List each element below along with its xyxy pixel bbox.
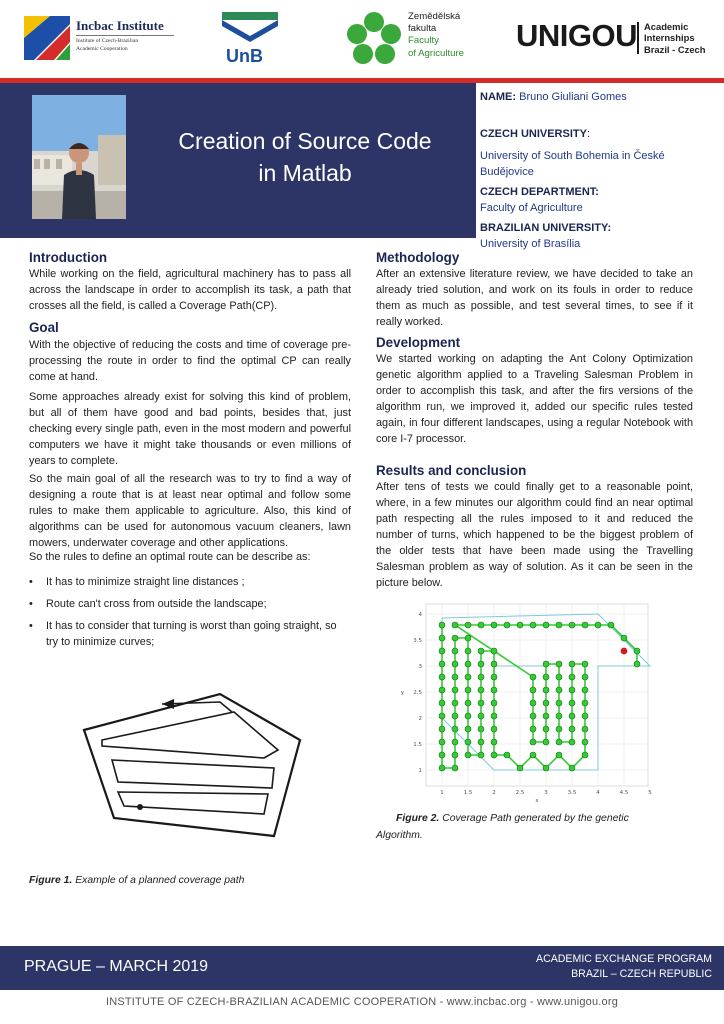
path-waypoint [543, 674, 549, 680]
path-waypoint [543, 700, 549, 706]
path-waypoint [543, 687, 549, 693]
path-waypoint [491, 622, 497, 628]
goal-paragraph-3: So the main goal of all the research was to try to find a way of designing a route that is at least near optimal and follow some rules to make them applicable to agriculture. Also, this kind of algorithms can be used for autonomous vacuum cleaners, lawn mowers, underwater coverage and other applications. [29, 473, 351, 549]
path-waypoint [465, 674, 471, 680]
path-waypoint [634, 648, 640, 654]
x-tick-label: 5 [648, 790, 652, 796]
czech-university-colon: : [586, 128, 591, 140]
faculty-text [408, 11, 464, 60]
path-waypoint [504, 622, 510, 628]
path-waypoint [452, 687, 458, 693]
path-waypoint [465, 648, 471, 654]
figure-2-caption-line-1 [376, 810, 694, 827]
brazilian-university-field [480, 220, 611, 252]
czech-university-label-row [480, 126, 590, 142]
path-waypoint [543, 661, 549, 667]
path-waypoint [530, 687, 536, 693]
path-waypoint [491, 674, 497, 680]
y-tick-label: 2.5 [413, 690, 422, 696]
path-waypoint [491, 687, 497, 693]
path-waypoint [504, 752, 510, 758]
path-waypoint [439, 726, 445, 732]
faculty-agriculture-logo [345, 8, 475, 68]
path-waypoint [465, 635, 471, 641]
brazilian-university-value: University of Brasília [480, 238, 581, 250]
path-waypoint [530, 622, 536, 628]
path-waypoint [621, 635, 627, 641]
flower-icon [345, 10, 403, 66]
poster-title-line-2: in Matlab [258, 160, 352, 186]
path-waypoint [465, 726, 471, 732]
y-tick-label: 3 [418, 664, 422, 670]
path-waypoint [452, 726, 458, 732]
path-waypoint [478, 661, 484, 667]
poster-title [150, 125, 460, 189]
path-waypoint [439, 739, 445, 745]
path-waypoint [478, 648, 484, 654]
path-waypoint [439, 765, 445, 771]
path-waypoint [452, 635, 458, 641]
path-waypoint [478, 726, 484, 732]
development-heading: Development [376, 335, 461, 350]
path-waypoint [465, 700, 471, 706]
path-waypoint [439, 648, 445, 654]
czech-university-value-line-1: University of South Bohemia in České [480, 150, 665, 162]
figure-2-caption [376, 810, 694, 844]
path-waypoint [556, 726, 562, 732]
path-waypoint [478, 687, 484, 693]
footer-program-line-1: ACADEMIC EXCHANGE PROGRAM [536, 953, 712, 965]
unb-emblem-icon [218, 12, 284, 46]
path-waypoint [491, 700, 497, 706]
path-waypoint [582, 700, 588, 706]
logo-strip [0, 0, 724, 78]
path-waypoint [543, 739, 549, 745]
path-waypoint [439, 635, 445, 641]
path-waypoint [569, 661, 575, 667]
y-tick-label: 1 [418, 768, 422, 774]
path-waypoint [556, 752, 562, 758]
path-waypoint [439, 674, 445, 680]
x-tick-label: 3 [544, 790, 548, 796]
path-waypoint [478, 700, 484, 706]
figure-2-coverage-path-plot [390, 598, 662, 804]
poster-title-line-1: Creation of Source Code [178, 128, 432, 154]
path-waypoint [439, 622, 445, 628]
x-tick-label: 4.5 [619, 790, 629, 796]
path-waypoint [634, 661, 640, 667]
path-waypoint [530, 713, 536, 719]
y-tick-label: 2 [418, 716, 422, 722]
y-tick-label: 3.5 [413, 638, 422, 644]
faculty-en-line-2: of Agriculture [408, 47, 464, 59]
path-waypoint [491, 752, 497, 758]
figure-2-caption-label: Figure 2. [396, 813, 440, 824]
development-text: We started working on adapting the Ant Colony Optimization genetic algorithm applied to a Traveling Salesman Problem in order to accomplish this task, and after the firs versions of the algorithm run, we improved it, added our specific rules tested again, in four different landscapes, using a regular Notebook with core I-7 processor. [376, 353, 693, 445]
x-tick-label: 1 [440, 790, 444, 796]
figure-2-caption-text-1: Coverage Path generated by the genetic [439, 813, 629, 824]
path-waypoint [439, 687, 445, 693]
path-waypoint [517, 765, 523, 771]
path-waypoint [465, 622, 471, 628]
path-waypoint [582, 687, 588, 693]
results-text: After tens of tests we could finally get to a reasonable point, where, in a few minutes our algorithm could find an near optimal path respecting all the rules imposed to it and reduced the number of turns, which happened to be the biggest problem of the older tests that have been made using the Travelling Salesman problem as way of solution. As it can be seen in the picture below. [376, 481, 693, 589]
path-waypoint [556, 700, 562, 706]
footer-program-line-2: BRAZIL – CZECH REPUBLIC [571, 968, 712, 980]
name-label: NAME: [480, 91, 517, 103]
faculty-cz-line-1: Zemědělská [408, 11, 461, 22]
footer-location-date: PRAGUE – MARCH 2019 [24, 958, 209, 975]
path-waypoint [478, 674, 484, 680]
unigou-subtitle [644, 21, 705, 55]
path-waypoint [452, 739, 458, 745]
path-waypoint [556, 622, 562, 628]
rule-bullet-3-text: It has to consider that turning is worst than going straight, so try to minimize curves; [46, 620, 337, 648]
path-waypoint [465, 713, 471, 719]
path-waypoint [556, 687, 562, 693]
path-waypoint [439, 700, 445, 706]
path-waypoint [491, 648, 497, 654]
path-waypoint [491, 739, 497, 745]
czech-department-field [480, 184, 599, 216]
path-waypoint [543, 726, 549, 732]
author-photo [32, 95, 126, 219]
footer-institute-links: INSTITUTE OF CZECH-BRAZILIAN ACADEMIC COOPERATION - www.incbac.org - www.unigou.org [105, 996, 619, 1008]
y-tick-label: 1.5 [413, 742, 422, 748]
unb-text: UnB [226, 46, 263, 66]
path-waypoint [582, 752, 588, 758]
figure-1-caption-text: Example of a planned coverage path [72, 875, 245, 886]
incbac-rule [76, 35, 174, 36]
goal-paragraph-2: Some approaches already exist for solving this kind of problem, but all of them have good and bad points, besides that, just checking every single path, even in the most modern and powerful computers we have it might take thousands or even millions of years to complete. [29, 391, 351, 467]
y-tick-label: 4 [418, 612, 422, 618]
path-waypoint [465, 739, 471, 745]
path-waypoint [452, 648, 458, 654]
unigou-logo [516, 18, 712, 58]
methodology-text: After an extensive literature review, we have decided to take an already tried solution, and work on its fouls in order to reduce them as much as possible, and test several times, to see if it really worked. [376, 268, 693, 328]
unigou-subtitle-line-2: Internships [644, 32, 695, 44]
path-waypoint [543, 713, 549, 719]
path-waypoint [569, 765, 575, 771]
path-waypoint [556, 739, 562, 745]
x-tick-label: 2.5 [515, 790, 525, 796]
path-waypoint [582, 726, 588, 732]
path-waypoint [569, 687, 575, 693]
name-value: Bruno Giuliani Gomes [519, 91, 627, 103]
path-waypoint [517, 622, 523, 628]
path-waypoint [582, 674, 588, 680]
path-waypoint [569, 739, 575, 745]
introduction-heading: Introduction [29, 250, 108, 265]
path-waypoint [478, 713, 484, 719]
figure-1-caption-label: Figure 1. [29, 875, 73, 886]
path-waypoint [452, 765, 458, 771]
x-tick-label: 3.5 [567, 790, 577, 796]
path-waypoint [478, 622, 484, 628]
x-tick-label: 1.5 [463, 790, 473, 796]
incbac-subtitle-line-1: Institute of Czech-Brazilian [76, 38, 139, 44]
path-waypoint [465, 687, 471, 693]
path-waypoint [543, 622, 549, 628]
x-axis-label: x [535, 798, 539, 804]
methodology-heading: Methodology [376, 250, 460, 265]
goal-paragraph-1: With the objective of reducing the costs and time of coverage pre-processing the route in order to find the optimal CP can really come at hand. [29, 339, 351, 383]
path-waypoint [530, 726, 536, 732]
path-waypoint [530, 674, 536, 680]
author-photo-image [32, 95, 126, 219]
incbac-logo [24, 16, 164, 60]
path-waypoint [595, 622, 601, 628]
path-waypoint [452, 700, 458, 706]
path-waypoint [608, 622, 614, 628]
unigou-subtitle-line-3: Brazil - Czech [644, 43, 706, 55]
path-waypoint [569, 713, 575, 719]
czech-university-value [480, 148, 665, 180]
footer-program [536, 952, 712, 982]
path-waypoint [556, 661, 562, 667]
path-waypoint [582, 713, 588, 719]
figure-1-coverage-diagram [74, 690, 314, 840]
goal-heading: Goal [29, 320, 59, 335]
unigou-divider [637, 22, 639, 54]
path-waypoint [491, 661, 497, 667]
unb-logo [218, 12, 284, 70]
path-waypoint [452, 674, 458, 680]
incbac-flag-icon [24, 16, 70, 60]
introduction-text: While working on the field, agricultural machinery has to pass all across the landscape in order to accomplish its task, a path that crosses all the field, is called a Coverage Path(CP). [29, 268, 351, 312]
rule-bullet-1-text: It has to minimize straight line distances ; [46, 576, 245, 588]
czech-department-value: Faculty of Agriculture [480, 202, 583, 214]
path-start-point [621, 648, 628, 655]
path-waypoint [530, 752, 536, 758]
czech-university-value-line-2: Budějovice [480, 166, 534, 178]
path-waypoint [556, 674, 562, 680]
czech-department-label: CZECH DEPARTMENT: [480, 186, 599, 198]
results-heading: Results and conclusion [376, 463, 527, 478]
path-waypoint [530, 700, 536, 706]
y-axis-label: y [400, 690, 404, 696]
incbac-subtitle [76, 38, 138, 53]
path-waypoint [465, 661, 471, 667]
bullet-dot-icon: • [29, 620, 33, 632]
path-waypoint [439, 713, 445, 719]
path-waypoint [543, 765, 549, 771]
path-waypoint [439, 661, 445, 667]
incbac-name: Incbac Institute [76, 18, 164, 33]
path-waypoint [569, 700, 575, 706]
unigou-wordmark: UNIGOU [516, 18, 637, 53]
path-waypoint [439, 752, 445, 758]
path-waypoint [452, 752, 458, 758]
path-waypoint [556, 713, 562, 719]
unigou-subtitle-line-1: Academic [644, 21, 689, 32]
name-field [480, 89, 627, 105]
path-waypoint [491, 713, 497, 719]
path-waypoint [530, 739, 536, 745]
path-waypoint [452, 661, 458, 667]
path-waypoint [569, 674, 575, 680]
bullet-dot-icon: • [29, 576, 33, 588]
path-waypoint [478, 752, 484, 758]
incbac-subtitle-line-2: Academic Cooperation [76, 45, 128, 52]
path-waypoint [569, 622, 575, 628]
faculty-cz-line-2: fakulta [408, 23, 437, 35]
path-waypoint [582, 739, 588, 745]
path-waypoint [491, 726, 497, 732]
x-tick-label: 4 [596, 790, 600, 796]
path-waypoint [582, 661, 588, 667]
brazilian-university-label: BRAZILIAN UNIVERSITY: [480, 222, 612, 234]
faculty-en-line-1: Faculty [408, 35, 439, 47]
path-waypoint [478, 739, 484, 745]
goal-paragraph-4: So the rules to define an optimal route can be describe as: [29, 551, 311, 563]
path-waypoint [569, 726, 575, 732]
path-waypoint [465, 752, 471, 758]
rule-bullet-2-text: Route can't cross from outside the landscape; [46, 598, 267, 610]
figure-1-caption [29, 872, 244, 889]
path-waypoint [582, 622, 588, 628]
x-tick-label: 2 [492, 790, 496, 796]
path-waypoint [452, 622, 458, 628]
czech-university-label: CZECH UNIVERSITY [480, 128, 587, 140]
path-waypoint [452, 713, 458, 719]
bullet-dot-icon: • [29, 598, 33, 610]
figure-2-caption-line-2: Algorithm. [376, 830, 423, 841]
